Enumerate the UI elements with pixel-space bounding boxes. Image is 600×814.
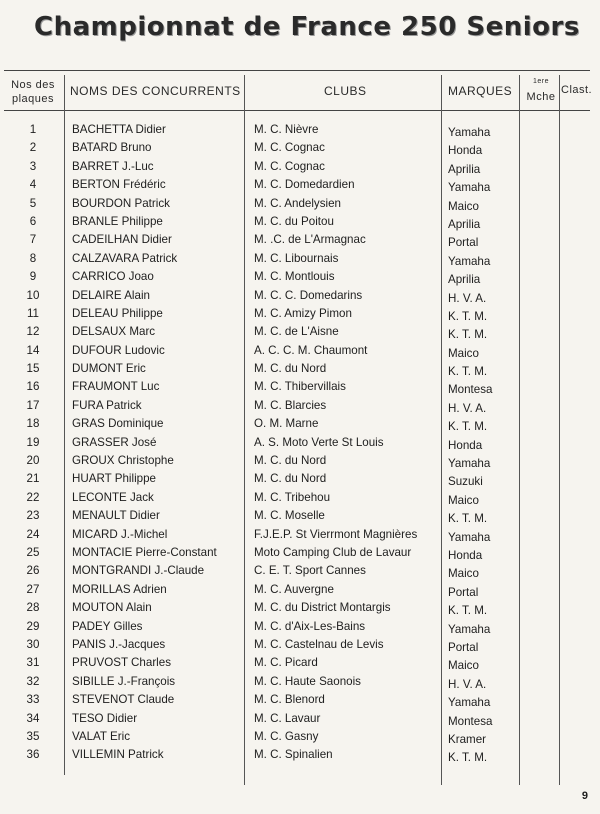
club-name: C. E. T. Sport Cannes: [254, 564, 366, 578]
competitor-name: DELEAU Philippe: [72, 306, 163, 320]
motorcycle-make: Aprilia: [448, 273, 481, 287]
club-name: M. C. d'Aix-Les-Bains: [254, 619, 366, 633]
plate-number: 27: [26, 582, 40, 596]
table-row: [4, 416, 590, 434]
competitor-name: DELSAUX Marc: [72, 325, 156, 339]
club-name: M. C. du Nord: [254, 472, 327, 486]
table-row: [4, 196, 590, 214]
table-row: [4, 582, 590, 600]
table-row: [4, 269, 590, 287]
club-name: M. C. Cognac: [254, 141, 325, 155]
club-name: M. C. Castelnau de Levis: [254, 637, 384, 651]
motorcycle-make: H. V. A.: [448, 401, 487, 415]
header-clubs: CLUBS: [324, 84, 367, 98]
plate-number: 35: [26, 729, 40, 743]
plate-number: 18: [26, 417, 40, 431]
club-name: M. C. Tribehou: [254, 490, 331, 504]
club-name: M. C. Picard: [254, 656, 318, 670]
competitor-name: SIBILLE J.-François: [72, 674, 176, 688]
motorcycle-make: Yamaha: [448, 254, 491, 268]
motorcycle-make: Suzuki: [448, 475, 483, 489]
plate-number: 32: [26, 674, 40, 688]
plate-number: 19: [26, 435, 40, 449]
motorcycle-make: Honda: [448, 548, 483, 562]
plate-number: 16: [26, 380, 40, 394]
plate-number: 30: [26, 637, 40, 651]
motorcycle-make: H. V. A.: [448, 677, 487, 691]
club-name: M. C. du District Montargis: [254, 601, 391, 615]
table-row: [4, 306, 590, 324]
plate-number: 11: [26, 306, 40, 320]
club-name: M. C. Moselle: [254, 509, 325, 523]
competitor-name: PANIS J.-Jacques: [72, 637, 166, 651]
motorcycle-make: Yamaha: [448, 696, 491, 710]
motorcycle-make: Maico: [448, 567, 479, 581]
competitor-name: BARRET J.-Luc: [72, 159, 154, 173]
plate-number: 23: [26, 509, 40, 523]
competitor-name: DELAIRE Alain: [72, 288, 150, 302]
table-body: [4, 122, 590, 766]
competitor-name: STEVENOT Claude: [72, 693, 175, 707]
motorcycle-make: Montesa: [448, 714, 493, 728]
plate-number: 10: [26, 288, 40, 302]
table-row: [4, 379, 590, 397]
table-row: [4, 490, 590, 508]
header-mche: Mche: [526, 90, 556, 103]
competitor-name: GRAS Dominique: [72, 417, 164, 431]
table-row: [4, 471, 590, 489]
competitor-name: VALAT Eric: [72, 729, 130, 743]
club-name: M. C. Andelysien: [254, 196, 341, 210]
plate-number: 31: [26, 656, 40, 670]
table-row: [4, 214, 590, 232]
motorcycle-make: Maico: [448, 199, 479, 213]
motorcycle-make: Maico: [448, 659, 479, 673]
competitor-name: DUMONT Eric: [72, 362, 146, 376]
motorcycle-make: Honda: [448, 438, 483, 452]
plate-number: 8: [29, 251, 37, 265]
competitor-name: TESO Didier: [72, 711, 138, 725]
motorcycle-make: Maico: [448, 493, 479, 507]
plate-number: 20: [26, 454, 40, 468]
motorcycle-make: Aprilia: [448, 217, 481, 231]
table-row: [4, 655, 590, 673]
plate-number: 4: [29, 178, 37, 192]
table-row: [4, 619, 590, 637]
motorcycle-make: K. T. M.: [448, 309, 488, 323]
table-row: [4, 343, 590, 361]
club-name: M. C. Domedardien: [254, 178, 355, 192]
competitor-name: MORILLAS Adrien: [72, 582, 167, 596]
club-name: M. C. du Nord: [254, 454, 327, 468]
table-row: [4, 435, 590, 453]
plate-number: 29: [26, 619, 40, 633]
club-name: M. C. Libournais: [254, 251, 339, 265]
competitor-name: MONTACIE Pierre-Constant: [72, 545, 217, 559]
club-name: M. C. Auvergne: [254, 582, 334, 596]
plate-number: 28: [26, 601, 40, 615]
entrants-table: [4, 70, 593, 786]
table-row: [4, 122, 590, 140]
competitor-name: CARRICO Joao: [72, 270, 154, 284]
header-premiere-manche: [523, 76, 559, 103]
header-plaques-line1: Nos des: [11, 79, 55, 91]
table-row: [4, 398, 590, 416]
club-name: M. C. Haute Saonois: [254, 674, 361, 688]
table-row: [4, 288, 590, 306]
table-top-rule: [4, 70, 590, 71]
competitor-name: BRANLE Philippe: [72, 214, 163, 228]
club-name: O. M. Marne: [254, 417, 319, 431]
table-row: [4, 600, 590, 618]
motorcycle-make: Yamaha: [448, 181, 491, 195]
club-name: M. C. Blarcies: [254, 398, 327, 412]
competitor-name: MOUTON Alain: [72, 601, 152, 615]
motorcycle-make: Aprilia: [448, 162, 481, 176]
table-row: [4, 232, 590, 250]
competitor-name: GRASSER José: [72, 435, 157, 449]
competitor-name: DUFOUR Ludovic: [72, 343, 165, 357]
club-name: A. C. C. M. Chaumont: [254, 343, 368, 357]
plate-number: 24: [26, 527, 40, 541]
motorcycle-make: Yamaha: [448, 126, 491, 139]
motorcycle-make: Yamaha: [448, 457, 491, 471]
competitor-name: PRUVOST Charles: [72, 656, 172, 670]
motorcycle-make: Montesa: [448, 383, 493, 397]
club-name: M. C. Cognac: [254, 159, 325, 173]
header-marques: MARQUES: [448, 84, 513, 98]
table-row: [4, 361, 590, 379]
motorcycle-make: K. T. M.: [448, 604, 488, 618]
competitor-name: FURA Patrick: [72, 398, 142, 412]
header-noms: NOMS DES CONCURRENTS: [70, 84, 241, 98]
club-name: M. C. Lavaur: [254, 711, 321, 725]
club-name: M. C. C. Domedarins: [254, 288, 363, 302]
plate-number: 2: [29, 141, 37, 155]
plate-number: 26: [26, 564, 40, 578]
club-name: M. C. de L'Aisne: [254, 325, 339, 339]
table-row: [4, 453, 590, 471]
motorcycle-make: K. T. M.: [448, 512, 488, 526]
club-name: M. C. Gasny: [254, 729, 319, 743]
motorcycle-make: Portal: [448, 236, 479, 250]
table-row: [4, 140, 590, 158]
plate-number: 5: [29, 196, 37, 210]
table-row: [4, 674, 590, 692]
table-row: [4, 692, 590, 710]
competitor-name: CADEILHAN Didier: [72, 233, 172, 247]
plate-number: 22: [26, 490, 40, 504]
table-row: [4, 177, 590, 195]
competitor-name: MENAULT Didier: [72, 509, 160, 523]
motorcycle-make: K. T. M.: [448, 751, 488, 765]
plate-number: 25: [26, 545, 40, 559]
plate-number: 14: [26, 343, 40, 357]
club-name: M. C. Thibervillais: [254, 380, 346, 394]
plate-number: 7: [29, 233, 37, 247]
competitor-name: MONTGRANDI J.-Claude: [72, 564, 205, 578]
motorcycle-make: Yamaha: [448, 530, 491, 544]
plate-number: 15: [26, 362, 40, 376]
competitor-name: BATARD Bruno: [72, 141, 152, 155]
table-row: [4, 508, 590, 526]
competitor-name: LECONTE Jack: [72, 490, 154, 504]
motorcycle-make: H. V. A.: [448, 291, 487, 305]
page-number: 9: [581, 790, 588, 802]
motorcycle-make: K. T. M.: [448, 328, 488, 342]
club-name: M. .C. de L'Armagnac: [254, 233, 366, 247]
club-name: F.J.E.P. St Vierrmont Magnières: [254, 527, 418, 541]
plate-number: 6: [29, 214, 37, 228]
plate-number: 17: [26, 398, 40, 412]
header-clast: Clast.: [561, 84, 593, 96]
table-row: [4, 251, 590, 269]
club-name: M. C. Nièvre: [254, 123, 319, 136]
motorcycle-make: Portal: [448, 585, 479, 599]
motorcycle-make: K. T. M.: [448, 420, 488, 434]
club-name: M. C. du Poitou: [254, 214, 334, 228]
competitor-name: BACHETTA Didier: [72, 123, 166, 136]
motorcycle-make: Maico: [448, 346, 479, 360]
motorcycle-make: Kramer: [448, 732, 487, 746]
competitor-name: FRAUMONT Luc: [72, 380, 160, 394]
page-title: Championnat de France 250 Seniors: [34, 12, 580, 42]
header-mche-sup: 1ere: [532, 78, 549, 85]
plate-number: 12: [26, 325, 40, 339]
table-row: [4, 545, 590, 563]
header-plaques-line2: plaques: [11, 93, 55, 105]
competitor-name: HUART Philippe: [72, 472, 156, 486]
competitor-name: GROUX Christophe: [72, 454, 174, 468]
plate-number: 21: [26, 472, 40, 486]
plate-number: 34: [26, 711, 40, 725]
table-row: [4, 637, 590, 655]
competitor-name: BOURDON Patrick: [72, 196, 170, 210]
club-name: Moto Camping Club de Lavaur: [254, 545, 412, 559]
plate-number: 36: [26, 748, 40, 762]
plate-number: 33: [26, 693, 40, 707]
table-row: [4, 711, 590, 729]
club-name: M. C. Montlouis: [254, 270, 335, 284]
table-row: [4, 159, 590, 177]
competitor-name: CALZAVARA Patrick: [72, 251, 178, 265]
motorcycle-make: Portal: [448, 640, 479, 654]
competitor-name: VILLEMIN Patrick: [72, 748, 164, 762]
competitor-name: PADEY Gilles: [72, 619, 143, 633]
competitor-name: BERTON Frédéric: [72, 178, 166, 192]
plate-number: 9: [29, 270, 37, 284]
plate-number: 1: [29, 123, 37, 136]
club-name: M. C. Blenord: [254, 693, 325, 707]
table-row: [4, 563, 590, 581]
motorcycle-make: K. T. M.: [448, 365, 488, 379]
table-row: [4, 527, 590, 545]
club-name: M. C. du Nord: [254, 362, 327, 376]
club-name: M. C. Amizy Pimon: [254, 306, 352, 320]
club-name: M. C. Spinalien: [254, 748, 333, 762]
competitor-name: MICARD J.-Michel: [72, 527, 168, 541]
table-row: [4, 324, 590, 342]
header-plaques: [4, 78, 62, 106]
motorcycle-make: Honda: [448, 144, 483, 158]
header-bottom-rule: [4, 110, 590, 111]
table-row: [4, 729, 590, 747]
table-row: [4, 747, 590, 765]
club-name: A. S. Moto Verte St Louis: [254, 435, 384, 449]
motorcycle-make: Yamaha: [448, 622, 491, 636]
plate-number: 3: [29, 159, 37, 173]
